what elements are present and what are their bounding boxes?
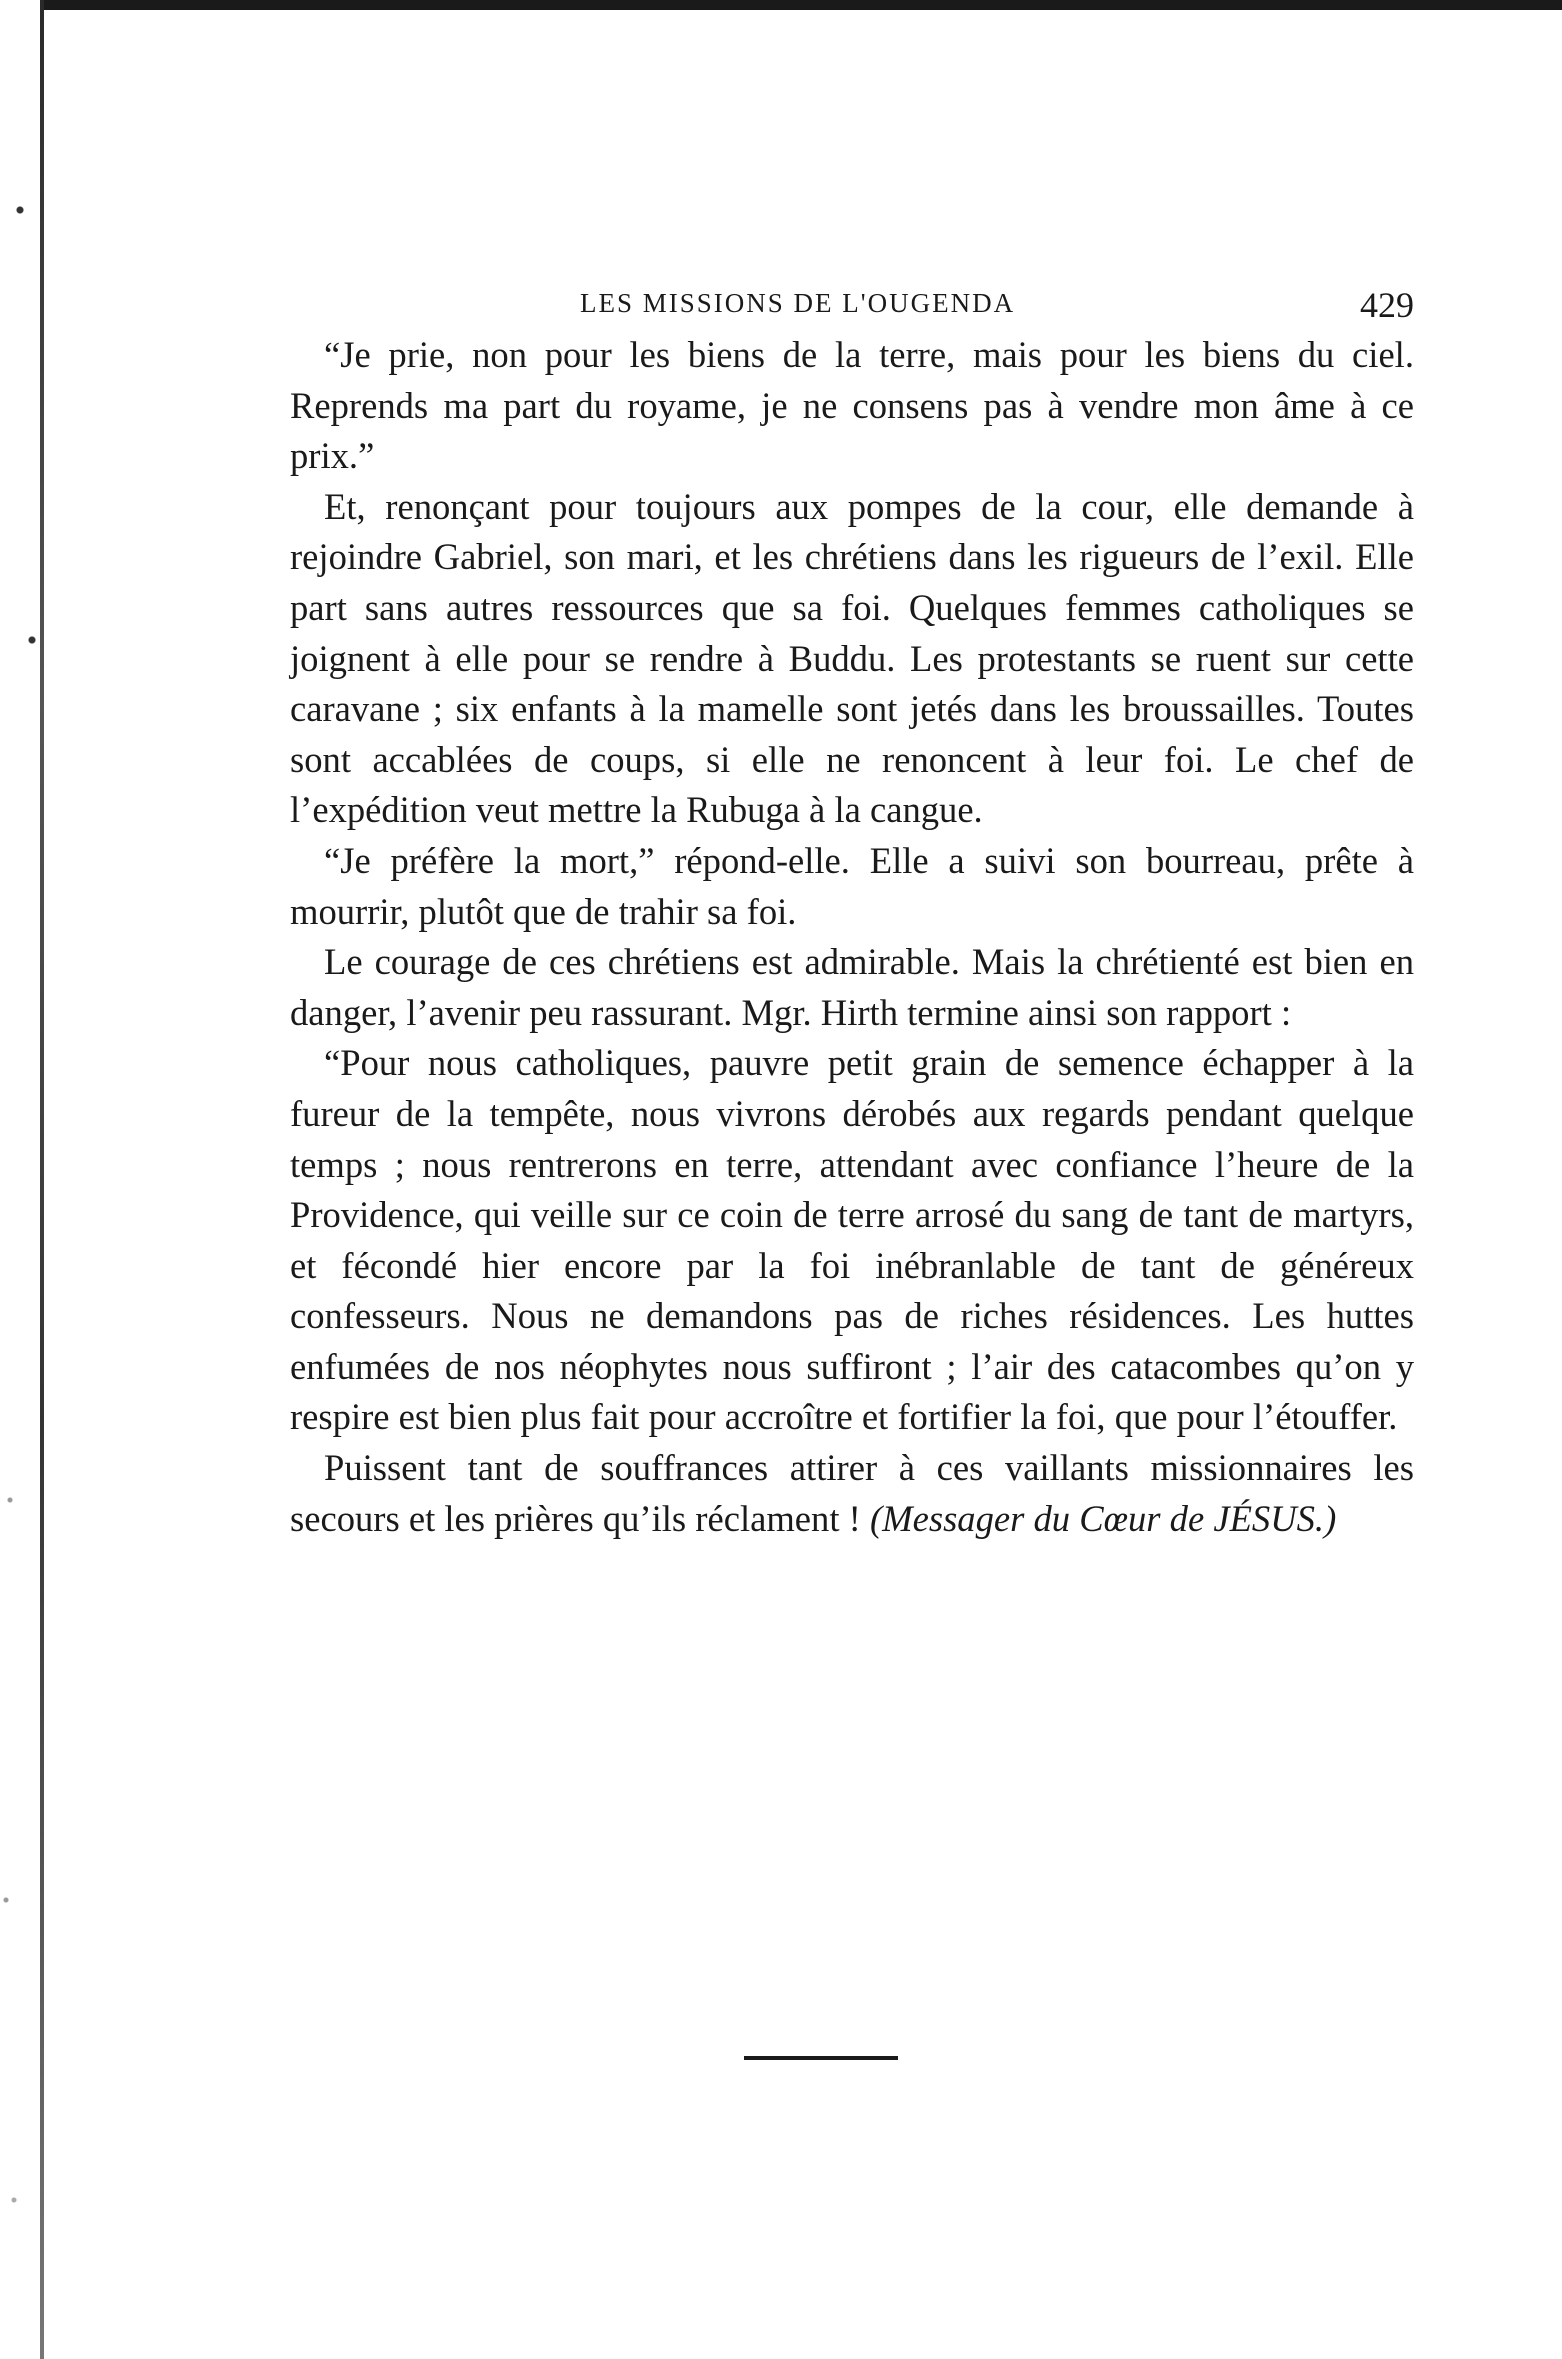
closing-text: Puissent tant de souffrances attirer à ces vaillants missionnaires les secours et les prières qu’ils réclament ! <box>290 1447 1414 1539</box>
scan-top-edge <box>40 0 1562 10</box>
body-text <box>290 330 1414 1544</box>
running-head <box>290 270 1414 330</box>
scan-gutter-marks <box>0 0 44 2359</box>
paragraph-closing <box>290 1443 1414 1544</box>
end-rule <box>744 2056 898 2060</box>
paragraph-report-quote: “Pour nous catholiques, pauvre petit grain de semence échapper à la fureur de la tempête, nous vivrons dérobés aux regards pendant quelque temps ; nous rentrerons en terre, attendant avec confiance l’heure de la Providence, qui veille sur ce coin de terre arrosé du sang de tant de martyrs, et fécondé hier encore par la foi inébranlable de tant de généreux confesseurs. Nous ne demandons pas de riches résidences. Les huttes enfumées de nos néophytes nous suffiront ; l’air des catacombes qu’on y respire est bien plus fait pour accroître et fortifier la foi, que pour l’étouffer. <box>290 1042 1414 1438</box>
page-number: 429 <box>1360 285 1414 325</box>
scan-left-edge <box>40 0 44 2359</box>
paragraph-quote-queen: “Je prie, non pour les biens de la terre, mais pour les biens du ciel. Reprends ma part du royame, je ne consens pas à vendre mon âme à ce prix.” <box>290 334 1414 477</box>
running-title: LES MISSIONS DE L'OUGENDA <box>580 288 1016 318</box>
paragraph-reply: “Je préfère la mort,” répond-elle. Elle a suivi son bourreau, prête à mourrir, plutôt que de trahir sa foi. <box>290 839 1414 932</box>
paragraph-exile: Et, renonçant pour toujours aux pompes de la cour, elle demande à rejoindre Gabriel, son mari, et les chrétiens dans les rigueurs de l’exil. Elle part sans autres ressources que sa foi. Quelques femmes catholiques se joignent à elle pour se rendre à Buddu. Les protestants se ruent sur cette caravane ; six enfants à la mamelle sont jetés dans les broussailles. Toutes sont accablées de coups, si elle ne renoncent à leur foi. Le chef de l’expédition veut mettre la Rubuga à la cangue. <box>290 485 1414 831</box>
paragraph-courage: Le courage de ces chrétiens est admirable. Mais la chrétienté est bien en danger, l’avenir peu rassurant. Mgr. Hirth termine ainsi son rapport : <box>290 941 1414 1033</box>
book-page <box>290 270 1414 1544</box>
source-reference: (Messager du Cœur de JÉSUS.) <box>869 1497 1337 1539</box>
